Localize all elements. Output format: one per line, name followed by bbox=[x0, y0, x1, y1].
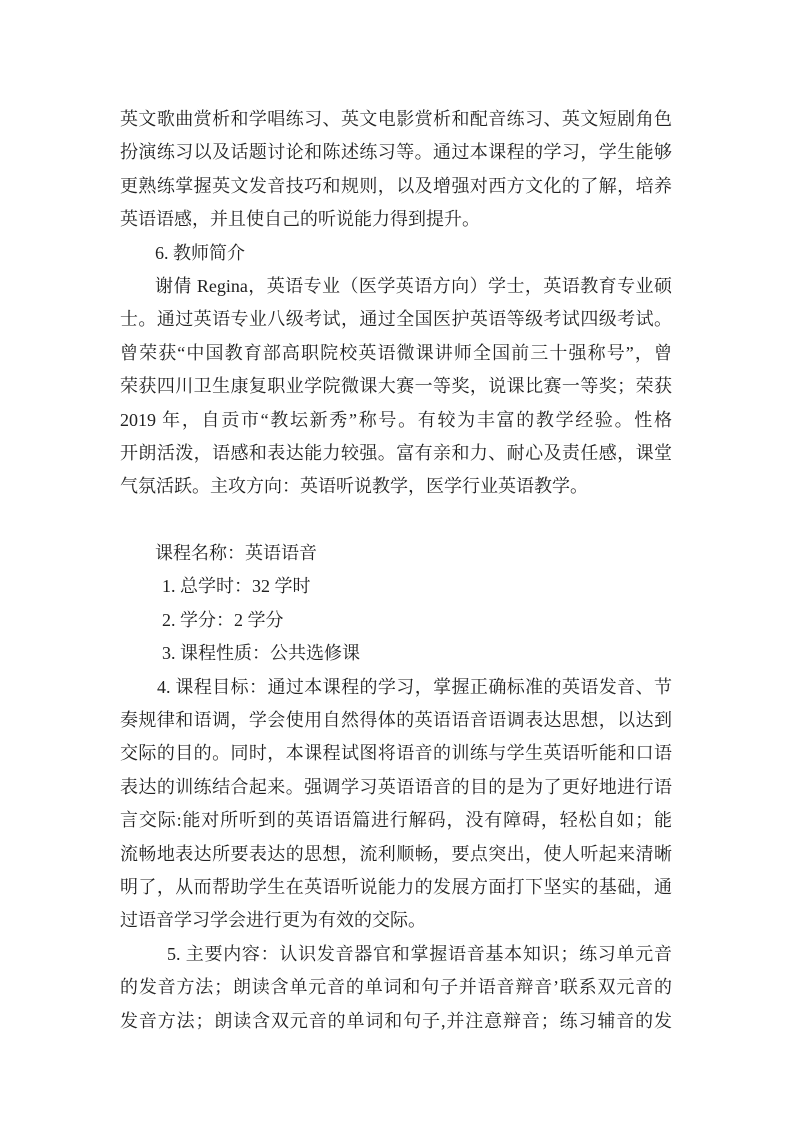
text-line: 2. 学分：2 学分 bbox=[162, 609, 284, 630]
text-line: 6. 教师简介 bbox=[155, 242, 245, 263]
text-line: 英语语感，并且使自己的听说能力得到提升。 bbox=[120, 209, 480, 230]
text-line: 过语音学习学会进行更为有效的交际。 bbox=[120, 910, 426, 931]
text-line: 4. 课程目标：通过本课程的学习，掌握正确标准的英语发音、节 bbox=[157, 676, 672, 697]
text-line: 课程名称：英语语音 bbox=[155, 543, 317, 564]
text-line: 3. 课程性质：公共选修课 bbox=[162, 643, 360, 664]
text-line: 5. 主要内容：认识发音器官和掌握语音基本知识；练习单元音 bbox=[167, 943, 672, 964]
text-line: 开朗活泼，语感和表达能力较强。富有亲和力、耐心及责任感，课堂 bbox=[120, 442, 672, 463]
text-line: 奏规律和语调，学会使用自然得体的英语语音语调表达思想，以达到 bbox=[120, 710, 672, 731]
text-line: 扮演练习以及话题讨论和陈述练习等。通过本课程的学习，学生能够 bbox=[120, 142, 672, 163]
text-line: 明了，从而帮助学生在英语听说能力的发展方面打下坚实的基础，通 bbox=[120, 876, 672, 897]
text-line: 交际的目的。同时，本课程试图将语音的训练与学生英语听能和口语 bbox=[120, 743, 672, 764]
text-line: 流畅地表达所要表达的思想，流利顺畅，要点突出，使人听起来清晰 bbox=[120, 843, 672, 864]
text-line: 荣获四川卫生康复职业学院微课大赛一等奖，说课比赛一等奖；荣获 bbox=[120, 376, 672, 397]
text-line: 2019 年，自贡市“教坛新秀”称号。有较为丰富的教学经验。性格 bbox=[120, 409, 672, 430]
text-line: 英文歌曲赏析和学唱练习、英文电影赏析和配音练习、英文短剧角色 bbox=[120, 109, 672, 129]
text-line: 曾荣获“中国教育部高职院校英语微课讲师全国前三十强称号”，曾 bbox=[120, 342, 672, 363]
text-line: 言交际:能对所听到的英语语篇进行解码，没有障碍，轻松自如；能 bbox=[120, 810, 672, 831]
text-line: 表达的训练结合起来。强调学习英语语音的目的是为了更好地进行语 bbox=[120, 776, 672, 797]
text-line: 气氛活跃。主攻方向：英语听说教学，医学行业英语教学。 bbox=[120, 476, 588, 497]
text-line: 发音方法；朗读含双元音的单词和句子,并注意辩音；练习辅音的发 bbox=[120, 1010, 672, 1031]
blank-line bbox=[120, 504, 672, 537]
text-line: 1. 总学时：32 学时 bbox=[162, 576, 311, 597]
text-line: 谢倩 Regina，英语专业（医学英语方向）学士，英语教育专业硕 bbox=[155, 275, 672, 296]
text-line: 士。通过英语专业八级考试，通过全国医护英语等级考试四级考试。 bbox=[120, 309, 672, 330]
text-line: 的发音方法；朗读含单元音的单词和句子并语音辩音’联系双元音的 bbox=[120, 977, 672, 998]
text-line: 更熟练掌握英文发音技巧和规则，以及增强对西方文化的了解，培养 bbox=[120, 175, 672, 196]
